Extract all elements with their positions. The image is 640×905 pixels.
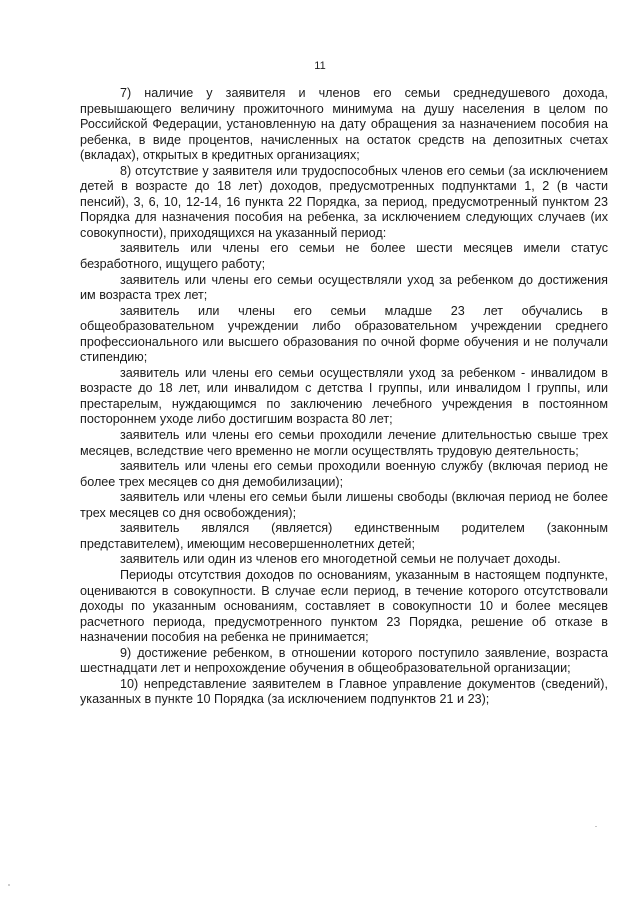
- paragraph-periods-assessment: Периоды отсутствия доходов по основаниям, указанным в настоящем подпункте, оцениваются в совокупности. В случае если период, в течение которого отсутствовали доходы по указанным основаниям, составляет в совокупности 10 и более месяцев расчетного периода, предусмотренного пунктом 23 Порядка, решение об отказе в назначении пособия на ребенка не принимается;: [80, 567, 608, 645]
- document-body: [80, 86, 608, 708]
- paragraph-item-9: 9) достижение ребенком, в отношении которого поступило заявление, возраста шестнадцати лет и непрохождение обучения в общеобразовательной организации;: [80, 645, 608, 676]
- exception-unemployed: заявитель или члены его семьи не более шести месяцев имели статус безработного, ищущего работу;: [80, 241, 608, 272]
- page-number: 11: [314, 60, 326, 72]
- paragraph-item-8: 8) отсутствие у заявителя или трудоспособных членов его семьи (за исключением детей в возрасте до 18 лет) доходов, предусмотренных подпунктами 1, 2 (в части пенсий), 3, 6, 10, 12-14, 16 пункта 22 Порядка, за период, предусмотренный пунктом 23 Порядка для назначения пособия на ребенка, за исключением следующих случаев (их совокупности), приходящихся на указанный период:: [80, 163, 608, 240]
- exception-single-parent: заявитель являлся (является) единственным родителем (законным представителем), имеющим несовершеннолетних детей;: [80, 521, 608, 551]
- exception-disabled-care: заявитель или члены его семьи осуществляли уход за ребенком - инвалидом в возрасте до 18 лет, или инвалидом с детства I группы, или инвалидом I группы, или престарелым, нуждающимся по заключению лечебного учреждения в постоянном постороннем уходе либо достигшим возраста 80 лет;: [80, 365, 608, 427]
- exception-students: заявитель или члены его семьи младше 23 лет обучались в общеобразовательном учреждении либо образовательном учреждении среднего профессионального или высшего образования по очной форме обучения и не получали стипендию;: [80, 303, 608, 365]
- exception-childcare: заявитель или члены его семьи осуществляли уход за ребенком до достижения им возраста трех лет;: [80, 272, 608, 303]
- scan-speck: [595, 826, 597, 827]
- exception-large-family: заявитель или один из членов его многодетной семьи не получает доходы.: [120, 552, 561, 567]
- paragraph-item-7: 7) наличие у заявителя и членов его семьи среднедушевого дохода, превышающего величину прожиточного минимума на душу населения в целом по Российской Федерации, установленную на дату обращения за назначением пособия на ребенка, в виде процентов, начисленных на остаток средств на депозитных счетах (вкладах), открытых в кредитных организациях;: [80, 86, 608, 163]
- exception-military-service: заявитель или члены его семьи проходили военную службу (включая период не более трех месяцев со дня демобилизации);: [80, 459, 608, 489]
- exception-medical-treatment: заявитель или члены его семьи проходили лечение длительностью свыше трех месяцев, вследствие чего временно не могли осуществлять трудовую деятельность;: [80, 428, 608, 458]
- exception-imprisonment: заявитель или члены его семьи были лишены свободы (включая период не более трех месяцев со дня освобождения);: [80, 490, 608, 520]
- scan-speck: [8, 884, 10, 886]
- paragraph-item-10: 10) непредставление заявителем в Главное управление документов (сведений), указанных в пункте 10 Порядка (за исключением подпунктов 21 и 23);: [80, 676, 608, 707]
